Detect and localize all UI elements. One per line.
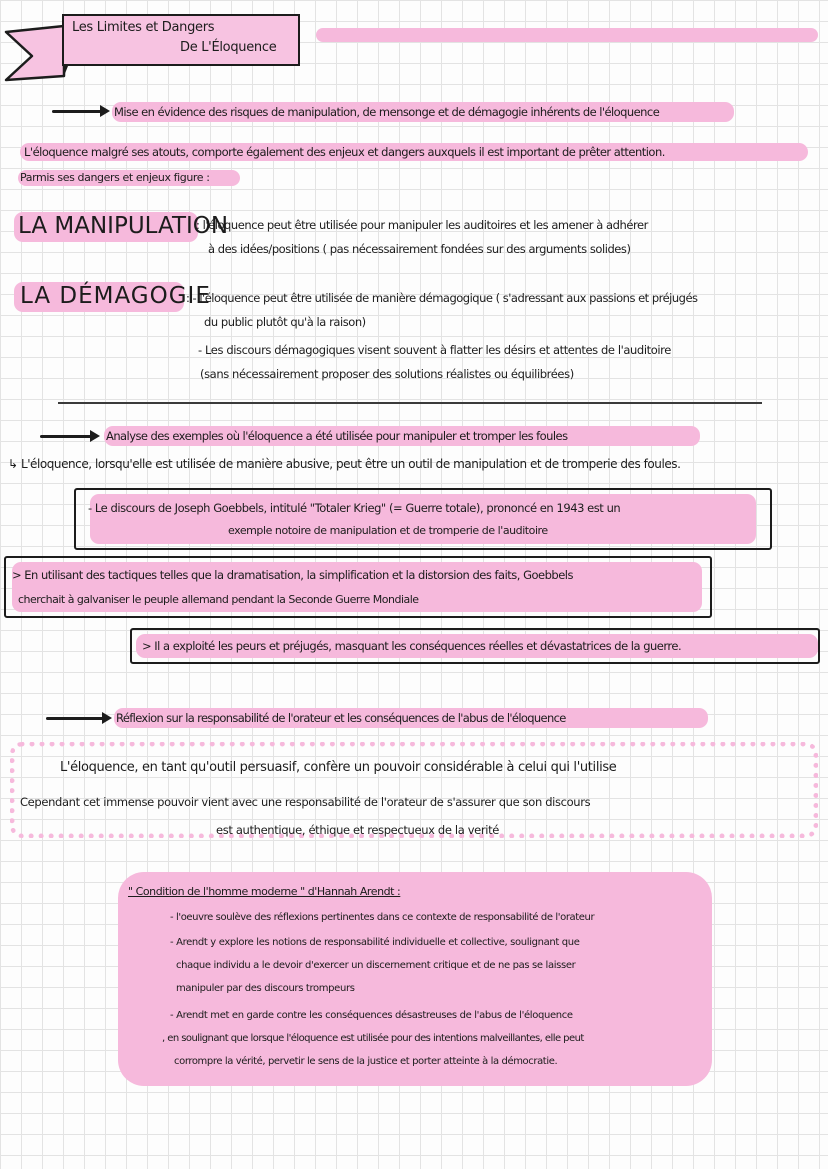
- box2-line1: > En utilisant des tactiques telles que la dramatisation, la simplification et la distorsion des faits, Goebbels: [12, 568, 573, 582]
- tactics-box: [4, 556, 712, 618]
- section3-line2: Cependant cet immense pouvoir vient avec une responsabilité de l'orateur de s'assurer que son discours: [20, 795, 591, 809]
- banner-ribbon-tail: [2, 22, 68, 84]
- arrow-head-icon: [102, 712, 112, 724]
- title-line-1: Les Limites et Dangers: [72, 20, 215, 35]
- arendt-bullet-1: - l'oeuvre soulève des réflexions pertinentes dans ce contexte de responsabilité de l'orateur: [170, 912, 595, 923]
- banner-highlight-stripe: [316, 28, 818, 42]
- section3-heading: Réflexion sur la responsabilité de l'orateur et les conséquences de l'abus de l'éloquence: [116, 711, 566, 725]
- manipulation-text-2: à des idées/positions ( pas nécessairement fondées sur des arguments solides): [208, 242, 631, 256]
- goebbels-box: [74, 488, 772, 550]
- arendt-bullet-3-line1: - Arendt met en garde contre les conséquences désastreuses de l'abus de l'éloquence: [170, 1010, 573, 1021]
- demagogie-text-1: : - l'éloquence peut être utilisée de manière démagogique ( s'adressant aux passions et préjugés: [186, 291, 698, 305]
- section1-intro-line2: Parmis ses dangers et enjeux figure :: [20, 171, 210, 184]
- arendt-bullet-3-line3: corrompre la vérité, pervetir le sens de la justice et porter atteinte à la démocratie.: [174, 1056, 558, 1067]
- demagogie-text-2: du public plutôt qu'à la raison): [204, 315, 366, 329]
- box3-line1: > Il a exploité les peurs et préjugés, masquant les conséquences réelles et dévastatrices de la guerre.: [142, 639, 682, 653]
- title-line-2: De L'Éloquence: [180, 40, 277, 55]
- manipulation-label: LA MANIPULATION: [18, 213, 229, 239]
- section1-intro-line1: L'éloquence malgré ses atouts, comporte également des enjeux et dangers auxquels il est important de prêter attention.: [24, 145, 665, 159]
- manipulation-text-1: : l'éloquence peut être utilisée pour manipuler les auditoires et les amener à adhérer: [196, 218, 648, 232]
- demagogie-text-4: (sans nécessairement proposer des solutions réalistes ou équilibrées): [200, 367, 574, 381]
- arendt-quote-title: " Condition de l'homme moderne " d'Hannah Arendt :: [128, 885, 401, 898]
- section2-intro: ↳ L'éloquence, lorsqu'elle est utilisée de manière abusive, peut être un outil de manipulation et de tromperie des foules.: [8, 457, 681, 471]
- box2-line2: cherchait à galvaniser le peuple allemand pendant la Seconde Guerre Mondiale: [18, 593, 419, 606]
- arendt-bullet-3-line2: , en soulignant que lorsque l'éloquence est utilisée pour des intentions malveillantes, elle peut: [162, 1033, 584, 1044]
- section3-line1: L'éloquence, en tant qu'outil persuasif, confère un pouvoir considérable à celui qui l'utilise: [60, 760, 617, 775]
- arendt-bullet-2-line3: manipuler par des discours trompeurs: [176, 983, 355, 994]
- section-divider: [58, 402, 762, 404]
- arrow-icon: [46, 717, 104, 720]
- arrow-head-icon: [90, 430, 100, 442]
- arrow-head-icon: [100, 105, 110, 117]
- section1-heading: Mise en évidence des risques de manipulation, de mensonge et de démagogie inhérents de l'éloquence: [114, 105, 660, 119]
- demagogie-label: LA DÉMAGOGIE: [20, 283, 211, 309]
- arendt-bullet-2-line1: - Arendt y explore les notions de responsabilité individuelle et collective, soulignant que: [170, 937, 580, 948]
- box1-line2: exemple notoire de manipulation et de tromperie de l'auditoire: [228, 524, 548, 537]
- section2-heading: Analyse des exemples où l'éloquence a été utilisée pour manipuler et tromper les foules: [106, 429, 568, 443]
- section3-line3: est authentique, éthique et respectueux de la verité: [216, 823, 500, 837]
- arrow-icon: [40, 435, 92, 438]
- arrow-icon: [52, 110, 102, 113]
- arendt-bullet-2-line2: chaque individu a le devoir d'exercer un discernement critique et de ne pas se laisser: [176, 960, 576, 971]
- box1-line1: - Le discours de Joseph Goebbels, intitulé "Totaler Krieg" (= Guerre totale), prononcé en 1943 est un: [88, 501, 621, 515]
- demagogie-text-3: - Les discours démagogiques visent souvent à flatter les désirs et attentes de l'auditoire: [198, 343, 671, 357]
